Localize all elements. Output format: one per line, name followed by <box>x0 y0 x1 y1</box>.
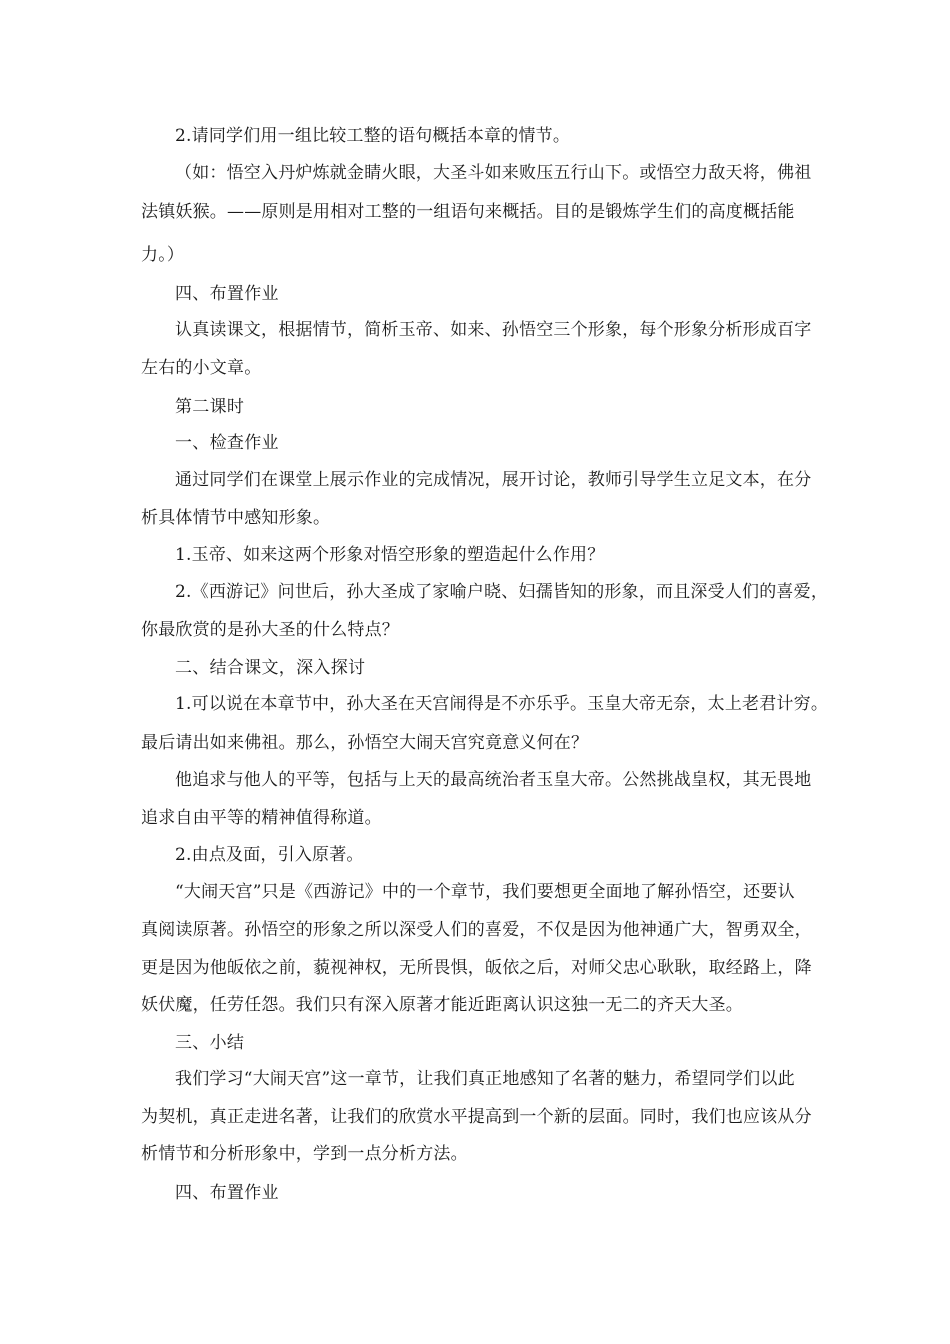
text-line: 他追求与他人的平等，包括与上天的最高统治者玉皇大帝。公然挑战皇权，其无畏地 <box>175 770 812 790</box>
text-line: 真阅读原著。孙悟空的形象之所以深受人们的喜爱，不仅是因为他神通广大，智勇双全， <box>141 920 812 940</box>
section-heading: 一、检查作业 <box>175 433 279 453</box>
text-line: 最后请出如来佛祖。那么，孙悟空大闹天宫究竟意义何在？ <box>141 733 589 753</box>
text-line: 力。） <box>141 245 185 265</box>
text-line: 左右的小文章。 <box>141 358 262 378</box>
text-line: 1.可以说在本章节中，孙大圣在天宫闹得是不亦乐乎。玉皇大帝无奈，太上老君计穷。 <box>175 694 829 714</box>
text-line: “大闹天宫”只是《西游记》中的一个章节，我们要想更全面地了解孙悟空，还要认 <box>175 882 795 902</box>
text-line: 2.《西游记》问世后，孙大圣成了家喻户晓、妇孺皆知的形象，而且深受人们的喜爱， <box>175 582 829 602</box>
text-line: 2.由点及面，引入原著。 <box>175 845 364 865</box>
text-line: 2.请同学们用一组比较工整的语句概括本章的情节。 <box>175 126 571 146</box>
text-line: 析情节和分析形象中，学到一点分析方法。 <box>141 1144 468 1164</box>
text-line: 为契机，真正走进名著，让我们的欣赏水平提高到一个新的层面。同时，我们也应该从分 <box>141 1107 812 1127</box>
text-line: 你最欣赏的是孙大圣的什么特点？ <box>141 620 399 640</box>
section-heading: 四、布置作业 <box>175 1183 279 1203</box>
text-line: 我们学习“大闹天宫”这一章节，让我们真正地感知了名著的魅力，希望同学们以此 <box>175 1069 795 1089</box>
section-heading: 二、结合课文，深入探讨 <box>175 658 366 678</box>
text-line: 追求自由平等的精神值得称道。 <box>141 808 382 828</box>
section-heading: 第二课时 <box>175 397 245 417</box>
text-line: 法镇妖猴。——原则是用相对工整的一组语句来概括。目的是锻炼学生们的高度概括能 <box>141 202 795 222</box>
text-line: 析具体情节中感知形象。 <box>141 508 331 528</box>
text-line: 通过同学们在课堂上展示作业的完成情况，展开讨论，教师引导学生立足文本，在分 <box>175 470 812 490</box>
section-heading: 四、布置作业 <box>175 284 279 304</box>
section-heading: 三、小结 <box>175 1033 245 1053</box>
text-line: 更是因为他皈依之前，藐视神权，无所畏惧，皈依之后，对师父忠心耿耿，取经路上，降 <box>141 958 812 978</box>
text-line: 妖伏魔，任劳任怨。我们只有深入原著才能近距离认识这独一无二的齐天大圣。 <box>141 995 743 1015</box>
text-line: （如：悟空入丹炉炼就金睛火眼，大圣斗如来败压五行山下。或悟空力敌天将，佛祖 <box>175 163 812 183</box>
text-line: 认真读课文，根据情节，简析玉帝、如来、孙悟空三个形象，每个形象分析形成百字 <box>175 320 812 340</box>
text-line: 1.玉帝、如来这两个形象对悟空形象的塑造起什么作用？ <box>175 545 605 565</box>
